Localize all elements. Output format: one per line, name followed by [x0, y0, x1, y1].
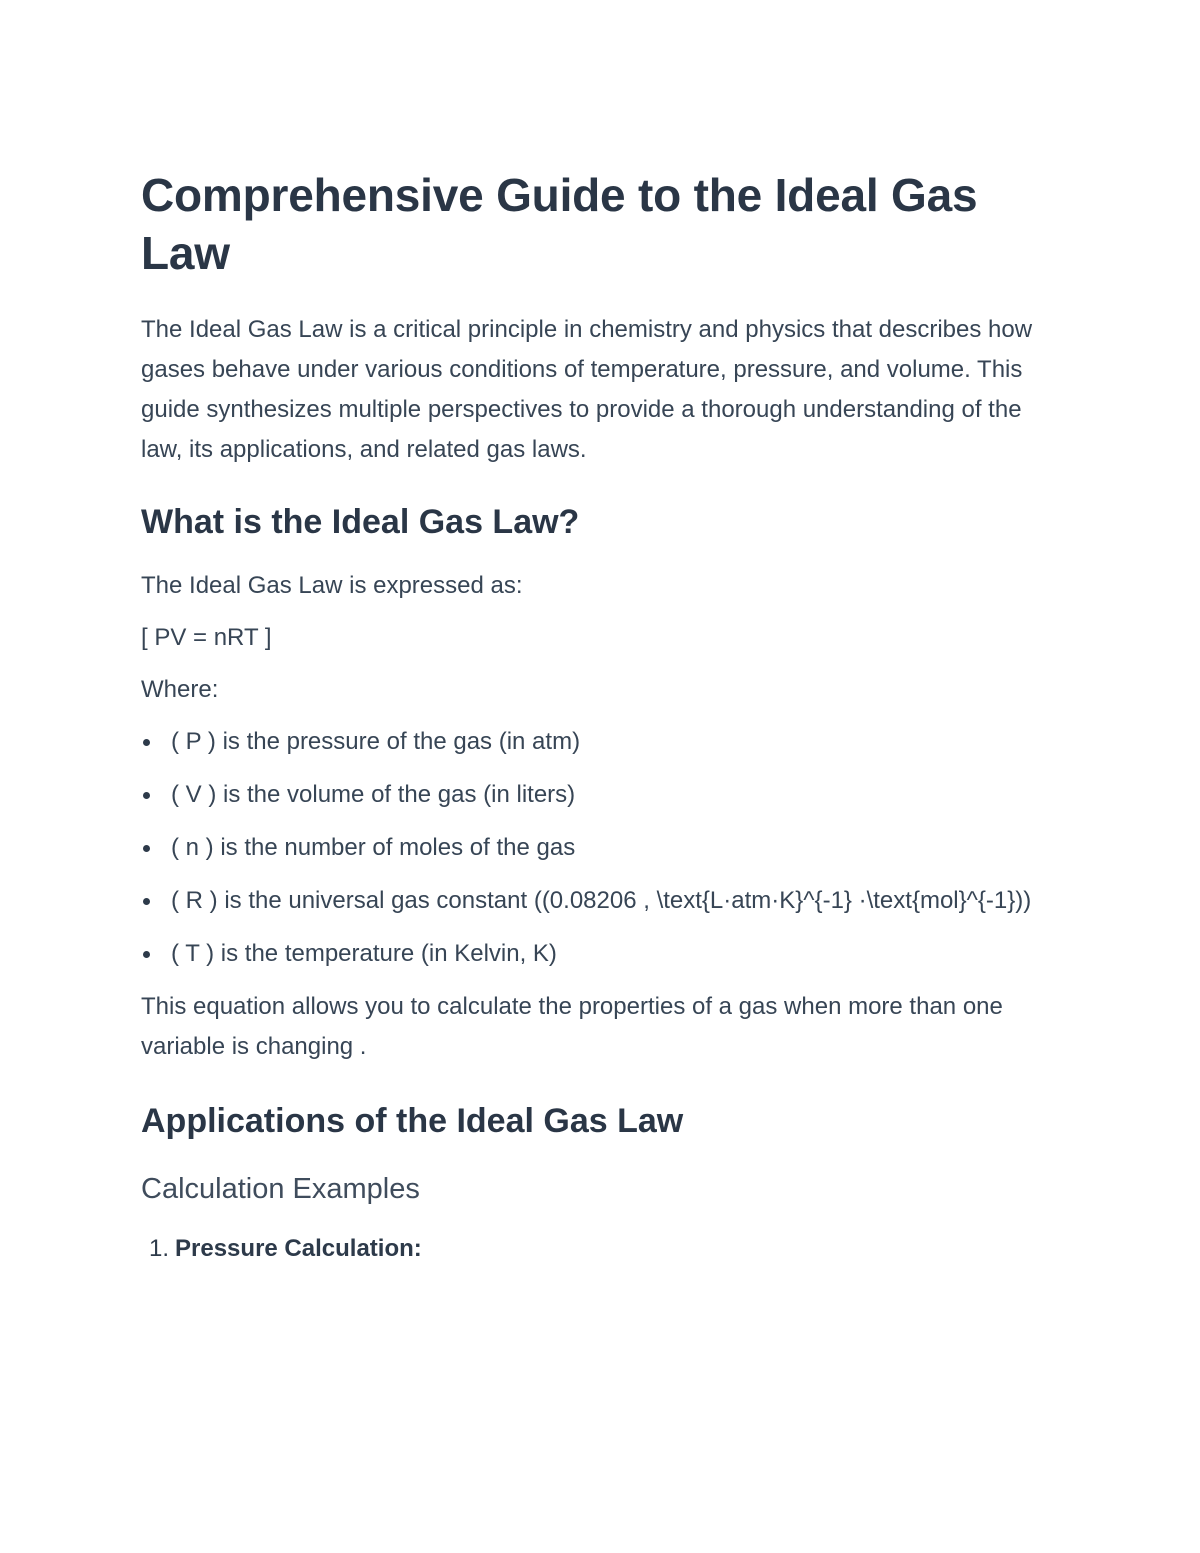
expressed-as-text: The Ideal Gas Law is expressed as: [141, 572, 523, 599]
intro-paragraph: The Ideal Gas Law is a critical principle in chemistry and physics that describes how gases behave under various conditions of temperature, pressure, and volume. This guide synthesizes multiple perspectives to provide a thorough understanding of the law, its applications, and related gas laws. [141, 316, 1033, 463]
where-label: Where: [141, 676, 219, 703]
section-heading-what-is: What is the Ideal Gas Law? [141, 503, 580, 541]
variable-text: ( V ) is the volume of the gas (in liters) [171, 781, 576, 808]
list-item [141, 934, 1046, 974]
examples-list [141, 1229, 1046, 1269]
bullet-icon [143, 951, 150, 958]
bullet-icon [143, 739, 150, 746]
bullet-icon [143, 792, 150, 799]
variable-text: ( P ) is the pressure of the gas (in atm) [171, 728, 581, 755]
list-item [141, 881, 1046, 921]
document-title: Comprehensive Guide to the Ideal Gas Law [141, 169, 978, 279]
variable-text: ( R ) is the universal gas constant ((0.08206 , \text{L·atm·K}^{-1} ·\text{mol}^{-1})) [171, 887, 1032, 914]
list-item [141, 722, 1046, 762]
list-number: 1. [149, 1235, 170, 1262]
list-item [141, 1229, 1046, 1269]
document-page [141, 166, 1046, 1269]
list-item [141, 828, 1046, 868]
variable-list [141, 722, 1046, 974]
variable-text: ( n ) is the number of moles of the gas [171, 834, 576, 861]
bullet-icon [143, 845, 150, 852]
summary-paragraph: This equation allows you to calculate the properties of a gas when more than one variable is changing . [141, 993, 1003, 1060]
list-item [141, 775, 1046, 815]
formula: [ PV = nRT ] [141, 624, 272, 651]
subheading-calculation-examples: Calculation Examples [141, 1173, 420, 1205]
section-heading-applications: Applications of the Ideal Gas Law [141, 1102, 684, 1140]
variable-text: ( T ) is the temperature (in Kelvin, K) [171, 940, 557, 967]
example-label: Pressure Calculation: [175, 1235, 422, 1262]
bullet-icon [143, 898, 150, 905]
